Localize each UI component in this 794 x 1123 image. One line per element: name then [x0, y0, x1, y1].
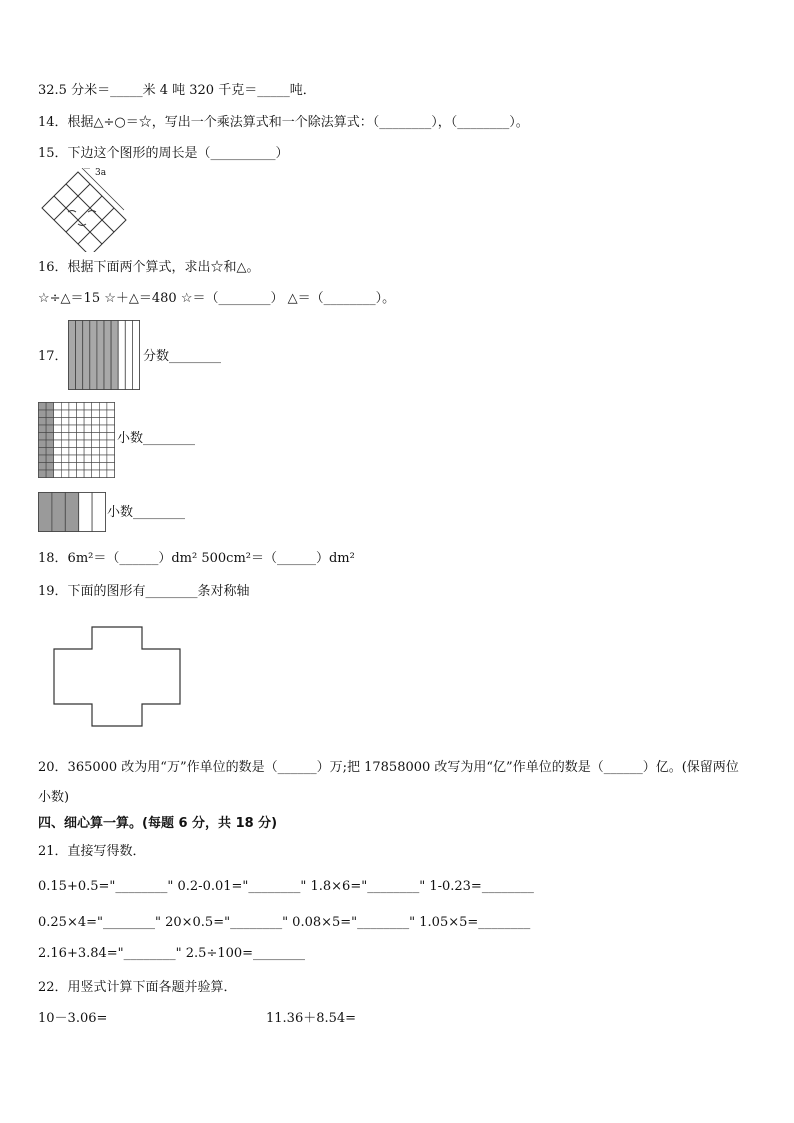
- grid-cell: [46, 470, 54, 478]
- decimal-strip: [92, 493, 105, 532]
- grid-cell: [84, 440, 92, 448]
- grid-cell: [99, 440, 107, 448]
- q15-line: 15．下边这个图形的周长是（__________）: [38, 146, 289, 161]
- grid-cell: [69, 463, 77, 471]
- grid-cell: [61, 448, 69, 456]
- grid-cell: [92, 418, 100, 426]
- q19-line: 19．下面的图形有________条对称轴: [38, 584, 250, 599]
- grid-cell: [39, 470, 47, 478]
- grid-cell: [99, 470, 107, 478]
- q16-equations: ☆÷△＝15 ☆＋△＝480 ☆＝（________） △＝（________）。: [38, 291, 396, 306]
- grid-cell: [69, 410, 77, 418]
- grid-cell: [61, 418, 69, 426]
- grid-cell: [69, 425, 77, 433]
- grid-cell: [77, 425, 85, 433]
- q22-line: 22．用竖式计算下面各题并验算．: [38, 980, 237, 995]
- grid-cell: [77, 433, 85, 441]
- grid-cell: [61, 410, 69, 418]
- q20-line-cont: 小数): [38, 790, 70, 805]
- grid-cell: [77, 455, 85, 463]
- grid-cell: [61, 463, 69, 471]
- grid-cell: [46, 403, 54, 411]
- grid-cell: [39, 440, 47, 448]
- grid-cell: [39, 410, 47, 418]
- grid-cell: [39, 463, 47, 471]
- grid-cell: [77, 470, 85, 478]
- grid-cell: [107, 403, 115, 411]
- fraction-strip: [97, 321, 104, 390]
- grid-cell: [61, 470, 69, 478]
- grid-cell: [107, 440, 115, 448]
- grid-cell: [46, 463, 54, 471]
- grid-cell: [92, 410, 100, 418]
- grid-cell: [77, 418, 85, 426]
- q17-decimal-strip-figure: [38, 492, 106, 532]
- q21-row-2: 0.25×4="________" 20×0.5="________" 0.08×5="________" 1.05×5=________: [38, 915, 531, 930]
- grid-cell: [54, 440, 62, 448]
- q21-row-3: 2.16+3.84="________" 2.5÷100=________: [38, 946, 306, 961]
- q19-cross-figure: [50, 624, 184, 730]
- q17-fraction-figure: [68, 320, 140, 390]
- grid-cell: [39, 455, 47, 463]
- fraction-strip: [118, 321, 125, 390]
- grid-cell: [92, 425, 100, 433]
- grid-cell: [69, 403, 77, 411]
- q21-line: 21．直接写得数．: [38, 844, 146, 859]
- grid-cell: [39, 403, 47, 411]
- grid-cell: [77, 463, 85, 471]
- fraction-strip: [90, 321, 97, 390]
- grid-cell: [54, 463, 62, 471]
- grid-cell: [69, 433, 77, 441]
- grid-cell: [39, 448, 47, 456]
- q17-decimal-grid-figure: [38, 402, 115, 478]
- grid-cell: [46, 418, 54, 426]
- grid-cell: [39, 418, 47, 426]
- fraction-strip: [104, 321, 111, 390]
- q17-decimal-label-1: 小数________: [117, 431, 196, 446]
- dimension-label: 3a: [95, 168, 107, 178]
- grid-cell: [77, 448, 85, 456]
- q17-number: 17．: [38, 349, 68, 364]
- q15-figure: [38, 168, 134, 252]
- decimal-strip: [39, 493, 52, 532]
- grid-cell: [92, 433, 100, 441]
- q14-line: 14．根据△÷○＝☆，写出一个乘法算式和一个除法算式：（________），（________）。: [38, 115, 529, 130]
- section-4-heading: 四、细心算一算。(每题 6 分，共 18 分): [38, 816, 278, 831]
- q16-line: 16．根据下面两个算式，求出☆和△。: [38, 260, 260, 275]
- grid-cell: [69, 418, 77, 426]
- grid-cell: [92, 470, 100, 478]
- grid-cell: [107, 425, 115, 433]
- grid-cell: [107, 448, 115, 456]
- grid-cell: [99, 403, 107, 411]
- grid-cell: [84, 470, 92, 478]
- grid-cell: [107, 433, 115, 441]
- grid-cell: [107, 455, 115, 463]
- grid-cell: [84, 448, 92, 456]
- grid-cell: [69, 455, 77, 463]
- grid-cell: [46, 455, 54, 463]
- grid-cell: [46, 433, 54, 441]
- grid-cell: [92, 448, 100, 456]
- grid-cell: [69, 448, 77, 456]
- grid-cell: [46, 448, 54, 456]
- fraction-strip: [69, 321, 76, 390]
- grid-cell: [99, 433, 107, 441]
- grid-cell: [61, 440, 69, 448]
- grid-cell: [61, 433, 69, 441]
- grid-cell: [61, 403, 69, 411]
- q13-line: 32.5 分米＝_____米 4 吨 320 千克＝_____吨．: [38, 83, 316, 98]
- grid-cell: [54, 410, 62, 418]
- grid-cell: [46, 425, 54, 433]
- grid-cell: [84, 433, 92, 441]
- grid-cell: [99, 455, 107, 463]
- grid-cell: [54, 455, 62, 463]
- q21-row-1: 0.15+0.5="________" 0.2-0.01="________" 1.8×6="________" 1-0.23=________: [38, 879, 534, 894]
- grid-cell: [77, 403, 85, 411]
- grid-cell: [77, 410, 85, 418]
- grid-cell: [84, 403, 92, 411]
- grid-cell: [54, 403, 62, 411]
- fraction-strip: [111, 321, 118, 390]
- grid-cell: [99, 410, 107, 418]
- grid-cell: [54, 418, 62, 426]
- fraction-strip: [76, 321, 83, 390]
- grid-cell: [92, 403, 100, 411]
- grid-cell: [77, 440, 85, 448]
- grid-cell: [61, 455, 69, 463]
- grid-cell: [107, 463, 115, 471]
- decimal-strip: [79, 493, 92, 532]
- grid-cell: [92, 463, 100, 471]
- grid-cell: [107, 410, 115, 418]
- grid-cell: [99, 425, 107, 433]
- grid-cell: [84, 425, 92, 433]
- q22-problem-2: 11.36＋8.54=: [266, 1011, 357, 1026]
- grid-cell: [92, 440, 100, 448]
- grid-cell: [84, 455, 92, 463]
- q17-decimal-label-2: 小数________: [107, 505, 186, 520]
- q22-problem-1: 10－3.06=: [38, 1011, 108, 1026]
- grid-cell: [99, 463, 107, 471]
- grid-cell: [54, 433, 62, 441]
- grid-cell: [84, 418, 92, 426]
- grid-cell: [61, 425, 69, 433]
- grid-cell: [69, 440, 77, 448]
- grid-cell: [107, 418, 115, 426]
- grid-cell: [39, 425, 47, 433]
- grid-cell: [107, 470, 115, 478]
- decimal-strip: [52, 493, 65, 532]
- grid-cell: [46, 440, 54, 448]
- grid-cell: [46, 410, 54, 418]
- grid-cell: [99, 418, 107, 426]
- fraction-strip: [125, 321, 132, 390]
- grid-cell: [92, 455, 100, 463]
- decimal-strip: [65, 493, 78, 532]
- grid-cell: [54, 448, 62, 456]
- fraction-strip: [83, 321, 90, 390]
- fraction-strip: [132, 321, 139, 390]
- q17-fraction-label: 分数________: [143, 349, 222, 364]
- q18-line: 18．6m²＝（______）dm² 500cm²＝（______）dm²: [38, 551, 355, 566]
- q20-line: 20．365000 改为用“万”作单位的数是（______）万;把 17858000 改写为用“亿”作单位的数是（______）亿。(保留两位: [38, 760, 739, 775]
- grid-cell: [54, 470, 62, 478]
- grid-cell: [84, 463, 92, 471]
- grid-cell: [54, 425, 62, 433]
- grid-cell: [99, 448, 107, 456]
- grid-cell: [69, 470, 77, 478]
- grid-cell: [84, 410, 92, 418]
- grid-cell: [39, 433, 47, 441]
